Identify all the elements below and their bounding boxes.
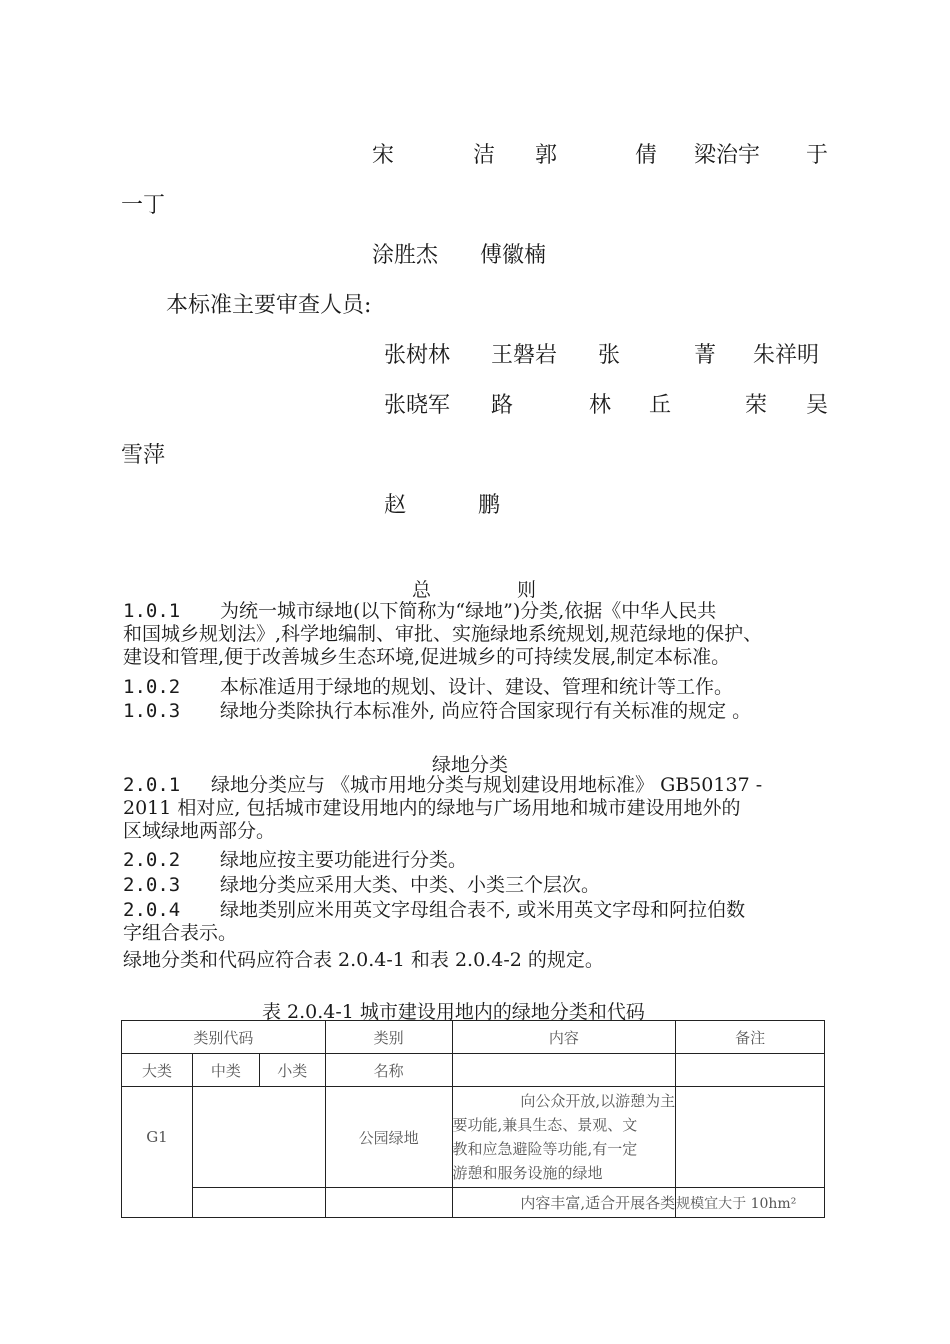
drafter-name: 傅徽楠 [480,243,547,268]
reviewer-name: 吴 [806,393,829,418]
cell-content [452,1188,676,1218]
reviewer-name-wrap: 雪萍 [121,443,166,468]
header-remark: 备注 [676,1021,825,1054]
content-line: 教和应急避险等功能,有一定 [452,1140,638,1158]
header-medium: 中类 [192,1054,259,1087]
content-line: 内容丰富,适合开展各类 [520,1194,676,1212]
header-minor: 小类 [259,1054,325,1087]
header-code: 类别代码 [122,1021,326,1054]
cell-major: G1 [122,1087,193,1188]
reviewer-name: 赵 [384,493,407,518]
reviewer-name: 张树林 [384,343,451,368]
clause-text: 为统一城市绿地(以下简称为“绿地”)分类,依据《中华人民共 [220,600,717,622]
table-subheader-row [122,1054,825,1087]
clause-number: 1.0.2 [123,676,181,698]
clause-number: 2.0.2 [123,849,181,871]
clause [123,676,838,699]
content-line: 游憩和服务设施的绿地 [452,1164,603,1182]
reviewer-name: 路 [491,393,514,418]
clause-number: 1.0.1 [123,600,181,622]
cell-medium [192,1188,325,1218]
reviewer-name: 林 [589,393,612,418]
clause-number: 2.0.3 [123,874,181,896]
clause [123,849,838,872]
clause-text-cont: 和国城乡规划法》,科学地编制、审批、实施绿地系统规划,规范绿地的保护、 [123,623,763,645]
cell-medium [192,1087,325,1188]
clause-text-cont: 2011 相对应, 包括城市建设用地内的绿地与广场用地和城市建设用地外的 [123,797,741,819]
clause-number: 2.0.4 [123,899,181,921]
clause [123,700,838,723]
clause-text: 绿地类别应米用英文字母组合表不, 或米用英文字母和阿拉伯数 [220,899,746,921]
clause [123,899,838,945]
drafter-name: 梁治宇 [694,143,761,168]
reviewer-name: 丘 [649,393,672,418]
clause-text: 绿地应按主要功能进行分类。 [220,849,468,871]
drafter-name: 洁 [473,143,496,168]
table-row [122,1087,825,1188]
header-category: 类别 [325,1021,452,1054]
reviewer-name: 朱祥明 [753,343,820,368]
chapter-title [412,575,536,602]
drafter-name: 宋 [372,143,395,168]
header-major: 大类 [122,1054,193,1087]
header-content: 内容 [452,1021,676,1054]
drafter-name: 涂胜杰 [372,243,439,268]
table-header-row [122,1021,825,1054]
clause-text-cont: 字组合表示。 [123,922,238,944]
clause [123,600,838,669]
cell-remark: 规模宜大于 10hm² [676,1188,825,1218]
reviewer-name: 王磐岩 [491,343,558,368]
clause [123,874,838,897]
drafter-name: 于 [806,143,829,168]
clause-text: 绿地分类应采用大类、中类、小类三个层次。 [220,874,601,896]
clause [123,774,838,843]
reviewer-name: 鹏 [478,493,501,518]
table-row [122,1188,825,1218]
chapter-title: 绿地分类 [432,754,509,776]
chapter-title-part: 则 [517,579,537,601]
cell-name [325,1188,452,1218]
drafter-name-wrap: 一丁 [121,193,166,218]
header-name: 名称 [325,1054,452,1087]
chapter-title-part: 总 [412,579,432,601]
clause-number: 1.0.3 [123,700,181,722]
drafter-name: 郭 [535,143,558,168]
reviewer-name: 菁 [694,343,717,368]
clause-text: 本标准适用于绿地的规划、设计、建设、管理和统计等工作。 [220,676,734,698]
clause-text: 绿地分类应与 《城市用地分类与规划建设用地标准》 GB50137 - [211,774,763,796]
green-space-classification-table [121,1020,825,1218]
clause-text: 绿地分类除执行本标准外, 尚应符合国家现行有关标准的规定 。 [220,700,752,722]
reviewer-name: 张 [598,343,621,368]
cell-content [452,1087,676,1188]
cell-remark [676,1087,825,1188]
content-line: 要功能,兼具生态、景观、文 [452,1116,638,1134]
content-line: 向公众开放,以游憩为主 [520,1092,676,1110]
table-caption: 表 2.0.4-1 城市建设用地内的绿地分类和代码 [262,1001,645,1023]
drafter-name: 倩 [635,143,658,168]
reviewers-heading: 本标准主要审查人员: [166,293,372,318]
reviewer-name: 张晓军 [384,393,451,418]
reviewer-name: 荣 [745,393,768,418]
cell-major [122,1188,193,1218]
cell-name: 公园绿地 [325,1087,452,1188]
clause-text-cont: 建设和管理,便于改善城乡生态环境,促进城乡的可持续发展,制定本标准。 [123,646,731,668]
table-reference-note: 绿地分类和代码应符合表 2.0.4-1 和表 2.0.4-2 的规定。 [123,949,604,971]
clause-number: 2.0.1 [123,774,181,796]
clause-text-cont: 区域绿地两部分。 [123,820,276,842]
